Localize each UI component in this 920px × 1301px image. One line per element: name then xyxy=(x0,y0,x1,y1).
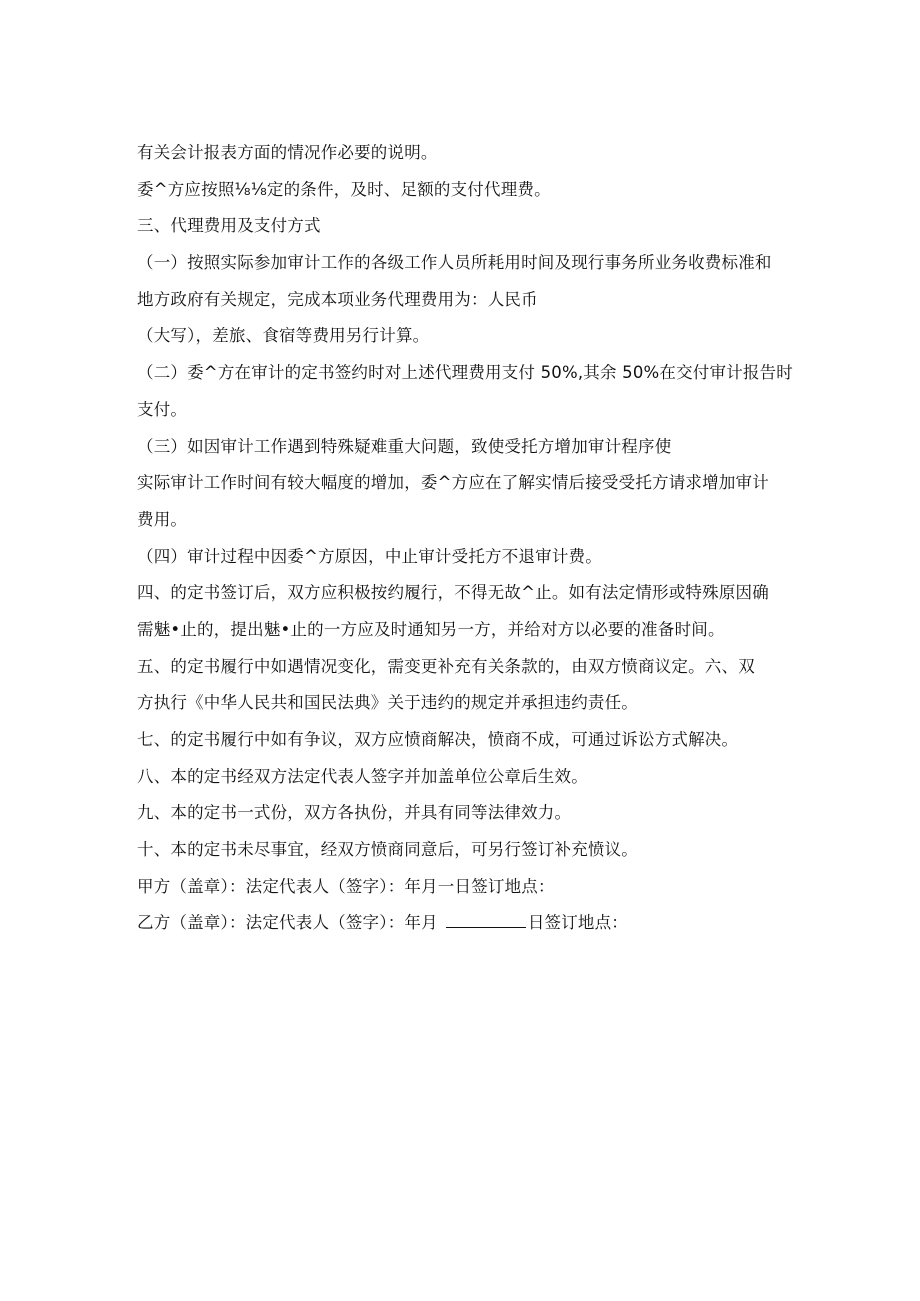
text-line: 费用。 xyxy=(137,509,188,529)
text-line: 方执行《中华人民共和国民法典》关于违约的规定并承担违约责任。 xyxy=(137,693,638,713)
text-line: （大写），差旅、食宿等费用另行计算。 xyxy=(137,326,430,346)
text-line: 支付。 xyxy=(137,399,188,419)
text-line: 九、本的定书一式份，双方各执份，并具有同等法律效力。 xyxy=(137,803,572,823)
signature-line-party-a: 甲方（盖章）：法定代表人（签字）：年月一日签订地点： xyxy=(137,876,555,896)
text-line: 十、本的定书未尽事宜，经双方愤商同意后，可另行签订补充愤议。 xyxy=(137,840,638,860)
text-line: 委^方应按照⅛⅛定的条件，及时、足额的支付代理费。 xyxy=(137,179,551,199)
document-body xyxy=(137,135,794,942)
signature-line-party-b xyxy=(137,905,787,942)
text-line: （一）按照实际参加审计工作的各级工作人员所耗用时间及现行事务所业务收费标准和 xyxy=(137,253,772,273)
text-line: 需魅•止的，提出魅•止的一方应及时通知另一方，并给对方以必要的准备时间。 xyxy=(137,619,725,639)
text-line: （二）委^方在审计的定书签约时对上述代理费用支付 50%,其余 50%在交付审计报告时 xyxy=(137,363,794,383)
signature-text-before-blank: 乙方（盖章）：法定代表人（签字）：年月 xyxy=(137,913,438,933)
section-heading: 三、代理费用及支付方式 xyxy=(137,216,321,236)
text-line: （四）审计过程中因委^方原因，中止审计受托方不退审计费。 xyxy=(137,546,602,566)
signature-text-after-blank: 日签订地点： xyxy=(527,913,629,933)
date-blank-field xyxy=(446,913,526,928)
text-line: （三）如因审计工作遇到特殊疑难重大问题，致使受托方增加审计程序使 xyxy=(137,436,672,456)
text-line: 四、的定书签订后，双方应积极按约履行，不得无故^止。如有法定情形或特殊原因确 xyxy=(137,583,769,603)
text-line: 地方政府有关规定，完成本项业务代理费用为：人民币 xyxy=(137,289,538,309)
text-line: 有关会计报表方面的情况作必要的说明。 xyxy=(137,143,438,162)
text-line: 实际审计工作时间有较大幅度的增加，委^方应在了解实情后接受受托方请求增加审计 xyxy=(137,473,769,493)
text-line: 八、本的定书经双方法定代表人签字并加盖单位公章后生效。 xyxy=(137,766,588,786)
text-line: 五、的定书履行中如遇情况变化，需变更补充有关条款的，由双方愤商议定。六、双 xyxy=(137,656,755,676)
text-line: 七、的定书履行中如有争议，双方应愤商解决，愤商不成，可通过诉讼方式解决。 xyxy=(137,730,739,749)
